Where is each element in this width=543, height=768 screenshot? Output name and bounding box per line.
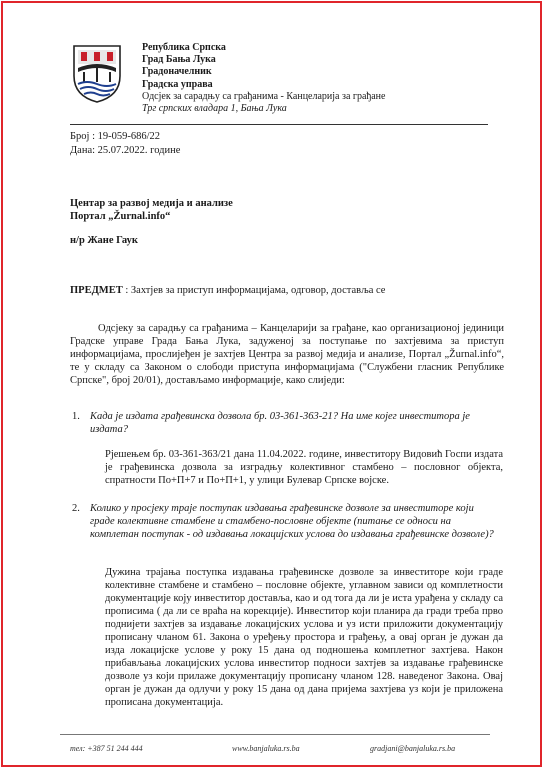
document-date: Дана: 25.07.2022. године — [70, 144, 181, 156]
footer-website: www.banjaluka.rs.ba — [232, 744, 300, 753]
document-meta — [70, 130, 180, 157]
answer-1 — [105, 448, 503, 487]
footer-email: gradjani@banjaluka.rs.ba — [370, 744, 456, 753]
header-address: Трг српских владара 1, Бања Лука — [142, 103, 287, 115]
coat-of-arms-icon — [70, 42, 124, 104]
header-administration: Градска управа — [142, 78, 213, 90]
header-republic: Република Српска — [142, 42, 226, 53]
recipient — [70, 197, 233, 223]
footer-phone: тел: +387 51 244 444 — [70, 744, 143, 753]
recipient-portal: Портал „Žurnal.info“ — [70, 211, 171, 222]
header-divider — [70, 124, 488, 125]
answer-2-text: Дужина трајања поступка издавања грађевинске дозволе за инвеститоре који граде колективне стамбене и стамбено – пословне објекте, углавном зависи од комплетности документације коју инвеститор доставља, као и од тога да ли је иста урађена у складу са прописима ( да ли се враћа на корекције). Инвеститор који планира да гради треба прво поднијети захтјев за издавање локацијских услова и уз исти приложити документацију прописану чланом 61. Закона о уређењу простора и грађењу, а овај орган је дужан да изда локацијске услове у року 15 дана од подношења комплетног захтјева. Након прибављања локацијских услова инвеститор подноси захтјев за издавање грађевинске дозволе уз који прилаже документацију прописану чланом 128. наведеног Закона. Овај орган је дужан да одлучи у року 15 дана од дана пријема захтјева уз који је приложена прописана документација. — [105, 567, 503, 708]
answer-1-text: Рјешењем бр. 03-361-363/21 дана 11.04.2022. године, инвеститору Видовић Госпи издата је грађевинска дозвола за изградњу колективног стамбено – пословног објекта, спратности По+П+7 и По+П+1, у улици Булевар Српске војске. — [105, 449, 503, 486]
header-department: Одсјек за сарадњу са грађанима - Канцеларија за грађане — [142, 90, 386, 102]
institution-header — [142, 42, 385, 115]
question-1 — [72, 410, 500, 436]
subject-label: ПРЕДМЕТ — [70, 285, 123, 296]
header-mayor: Градоначелник — [142, 66, 212, 78]
subject-text: : Захтјев за приступ информацијама, одговор, доставља се — [122, 285, 386, 296]
question-2-number: 2. — [72, 503, 80, 514]
header-city: Град Бања Лука — [142, 54, 216, 66]
footer-divider — [60, 734, 490, 735]
question-2 — [72, 502, 500, 541]
question-1-number: 1. — [72, 411, 80, 422]
question-2-text: Колико у просјеку траје поступак издавања грађевинске дозволе за инвеститоре који граде колективне стамбене и стамбено-пословне објекте (питање се односи на комплетан поступак - од издавања локацијских услова до издавања грађевинске дозволе)? — [90, 503, 494, 540]
recipient-org: Центар за развој медија и анализе — [70, 198, 233, 209]
answer-2 — [105, 566, 503, 709]
question-1-text: Када је издата грађевинска дозвола бр. 03-361-363-21? На име којег инвеститора је издата? — [90, 411, 470, 435]
recipient-attention: н/р Жане Гаук — [70, 235, 138, 246]
intro-text: Одсјеку за сарадњу са грађанима – Канцеларији за грађане, као организационој јединици Градске управе Града Бања Лука, задуженој за поступање по захтјевима за приступ информацијама, прослијеђен је захтјев Центра за развој медија и анализе, Портал „Žurnal.info“, те у складу са Законом о слободи приступа информацијама ("Службени гласник Републике Српске", број 20/01), достављамо информације, како слиједи: — [70, 323, 504, 386]
subject-line — [70, 285, 385, 296]
intro-paragraph — [70, 322, 504, 387]
document-number: Број : 19-059-686/22 — [70, 131, 161, 142]
